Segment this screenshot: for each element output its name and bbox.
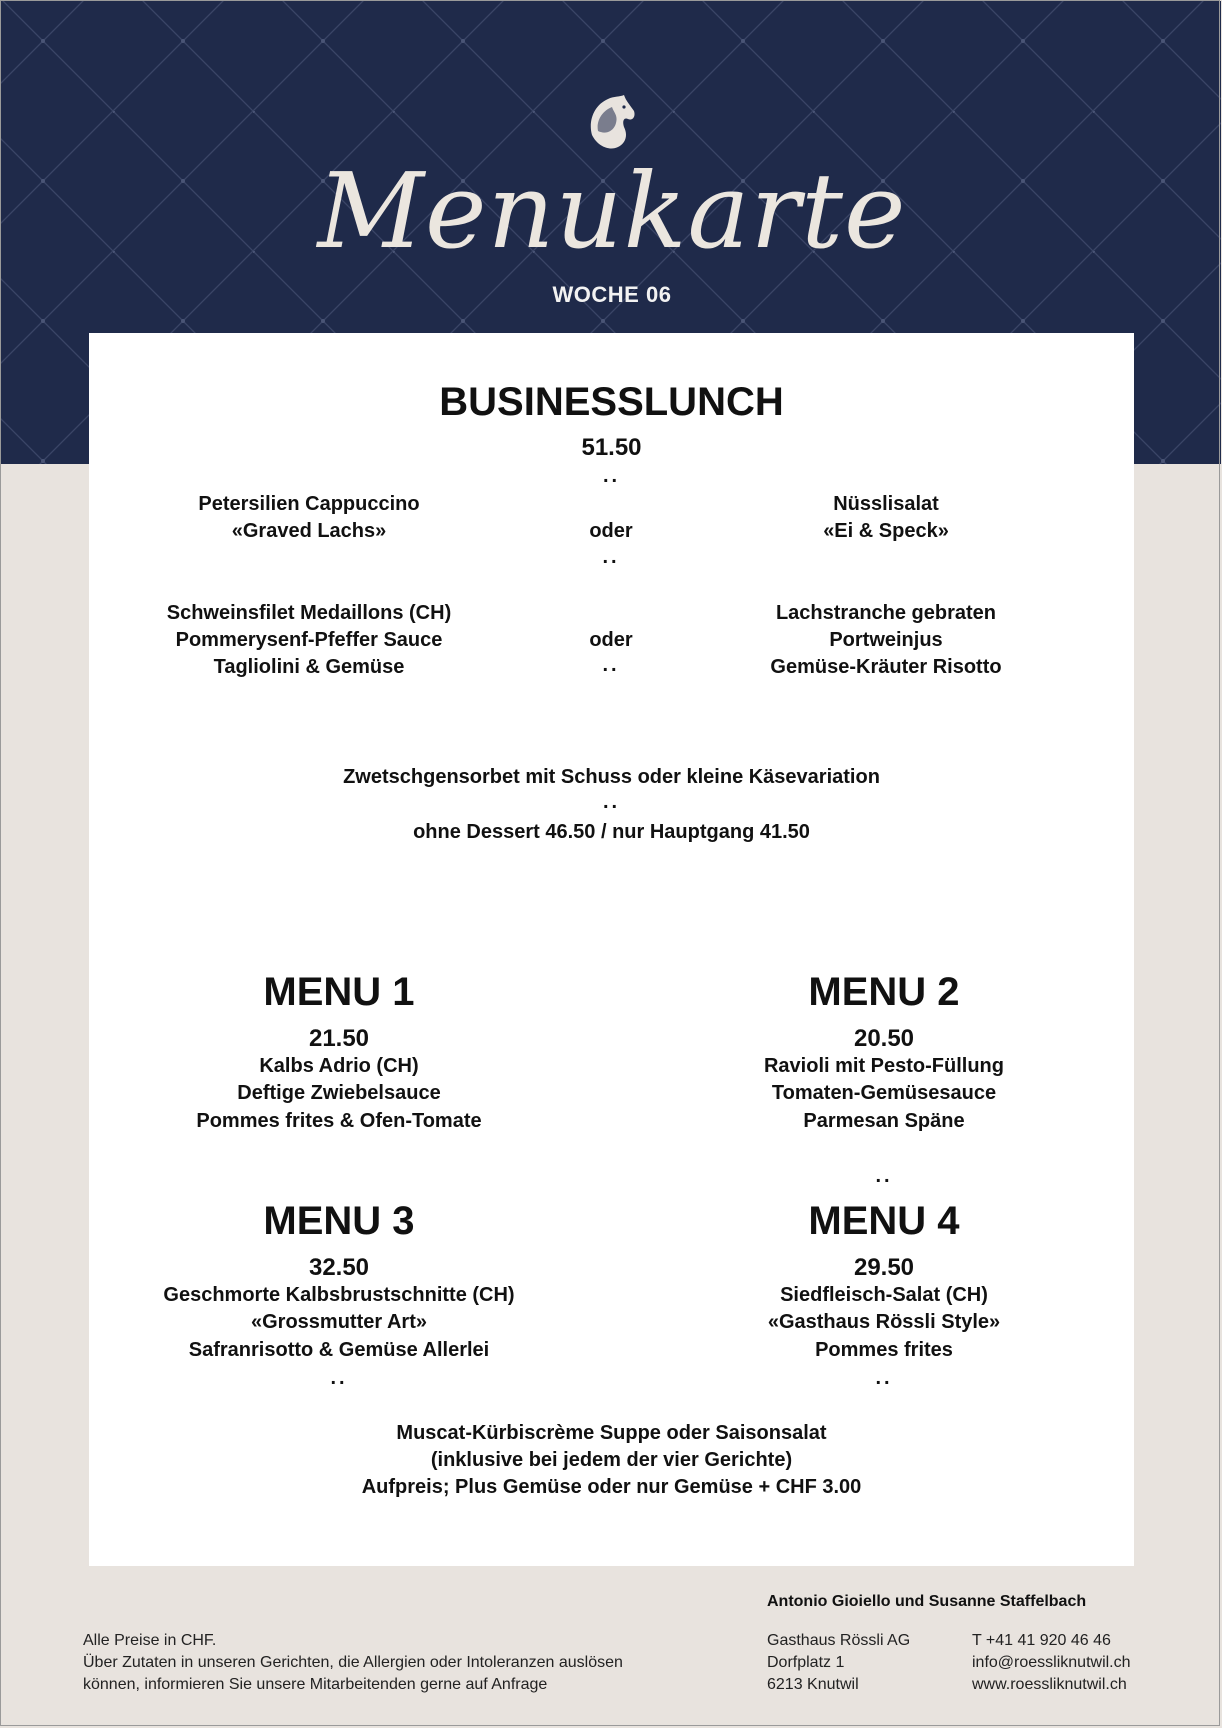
starter-right-2: «Ei & Speck» — [823, 520, 949, 542]
starter-or: oder — [589, 520, 633, 542]
main-right-1: Lachstranche gebraten — [775, 602, 997, 624]
owners: Antonio Gioiello und Susanne Staffelbach — [767, 1593, 1087, 1610]
separator-dots: .. — [875, 1367, 893, 1389]
separator-dots: .. — [602, 546, 620, 568]
starter-right-1: Nüsslisalat — [833, 493, 939, 515]
main-left-2: Pommerysenf-Pfeffer Sauce — [175, 629, 443, 651]
menu-card — [89, 333, 1134, 1566]
address-line: 6213 Knutwil — [767, 1676, 859, 1693]
menu-2-title: MENU 2 — [808, 970, 960, 1014]
menu-3-line: Geschmorte Kalbsbrustschnitte (CH) — [163, 1284, 515, 1306]
menu-1-line: Pommes frites & Ofen-Tomate — [196, 1110, 482, 1132]
main-or: oder — [589, 629, 633, 651]
website-link[interactable]: www.roessliknutwil.ch — [972, 1676, 1127, 1693]
extras-line: Aufpreis; Plus Gemüse oder nur Gemüse + CHF 3.00 — [361, 1476, 862, 1498]
footer-address — [767, 1630, 910, 1696]
menu-1-price: 21.50 — [308, 1025, 370, 1052]
menu-3-line: «Grossmutter Art» — [251, 1311, 427, 1333]
separator-dots: .. — [875, 1165, 893, 1187]
menu-2-line: Tomaten-Gemüsesauce — [771, 1082, 997, 1104]
menu-4-line: Siedfleisch-Salat (CH) — [780, 1284, 988, 1306]
phone-number[interactable]: T +41 41 920 46 46 — [972, 1632, 1111, 1649]
menu-3-line: Safranrisotto & Gemüse Allerlei — [188, 1339, 490, 1361]
main-right-2: Portweinjus — [829, 629, 943, 651]
extras-line: (inklusive bei jedem der vier Gerichte) — [430, 1449, 793, 1471]
extras-line: Muscat-Kürbiscrème Suppe oder Saisonsalat — [396, 1422, 827, 1444]
menu-title: Menukarte — [317, 150, 907, 272]
alt-prices: ohne Dessert 46.50 / nur Hauptgang 41.50 — [413, 821, 810, 843]
horse-head-icon — [584, 91, 640, 151]
menu-2-price: 20.50 — [853, 1025, 915, 1052]
starter-left-2: «Graved Lachs» — [231, 520, 387, 542]
note-line: Über Zutaten in unseren Gerichten, die Allergien oder Intoleranzen auslösen — [83, 1654, 623, 1671]
main-left-1: Schweinsfilet Medaillons (CH) — [166, 602, 452, 624]
separator-dots: .. — [602, 654, 620, 676]
menu-1-line: Kalbs Adrio (CH) — [259, 1055, 419, 1077]
menu-1-title: MENU 1 — [263, 970, 415, 1014]
menu-2-line: Ravioli mit Pesto-Füllung — [763, 1055, 1004, 1077]
footer-notes — [83, 1630, 623, 1696]
footer-contact — [972, 1630, 1131, 1696]
dessert-line: Zwetschgensorbet mit Schuss oder kleine Käsevariation — [343, 766, 880, 788]
menu-3-title: MENU 3 — [263, 1199, 415, 1243]
menu-4-price: 29.50 — [853, 1254, 915, 1281]
businesslunch-price: 51.50 — [581, 434, 642, 461]
menu-3-price: 32.50 — [308, 1254, 370, 1281]
note-line: können, informieren Sie unsere Mitarbeitenden gerne auf Anfrage — [83, 1676, 548, 1693]
note-line: Alle Preise in CHF. — [83, 1632, 217, 1649]
main-right-3: Gemüse-Kräuter Risotto — [770, 656, 1002, 678]
menu-4-title: MENU 4 — [808, 1199, 960, 1243]
email-link[interactable]: info@roessliknutwil.ch — [972, 1654, 1131, 1671]
address-line: Gasthaus Rössli AG — [767, 1632, 911, 1649]
separator-dots: .. — [330, 1367, 348, 1389]
businesslunch-heading: BUSINESSLUNCH — [439, 380, 784, 424]
menu-4-line: «Gasthaus Rössli Style» — [767, 1311, 1001, 1333]
separator-dots: .. — [602, 791, 621, 813]
address-line: Dorfplatz 1 — [767, 1654, 845, 1671]
separator-dots: .. — [602, 465, 621, 487]
menu-4-line: Pommes frites — [815, 1339, 953, 1361]
menu-1-line: Deftige Zwiebelsauce — [237, 1082, 441, 1104]
main-left-3: Tagliolini & Gemüse — [213, 656, 405, 678]
week-label: WOCHE 06 — [552, 282, 672, 307]
starter-left-1: Petersilien Cappuccino — [198, 493, 420, 515]
menu-2-line: Parmesan Späne — [803, 1110, 965, 1132]
